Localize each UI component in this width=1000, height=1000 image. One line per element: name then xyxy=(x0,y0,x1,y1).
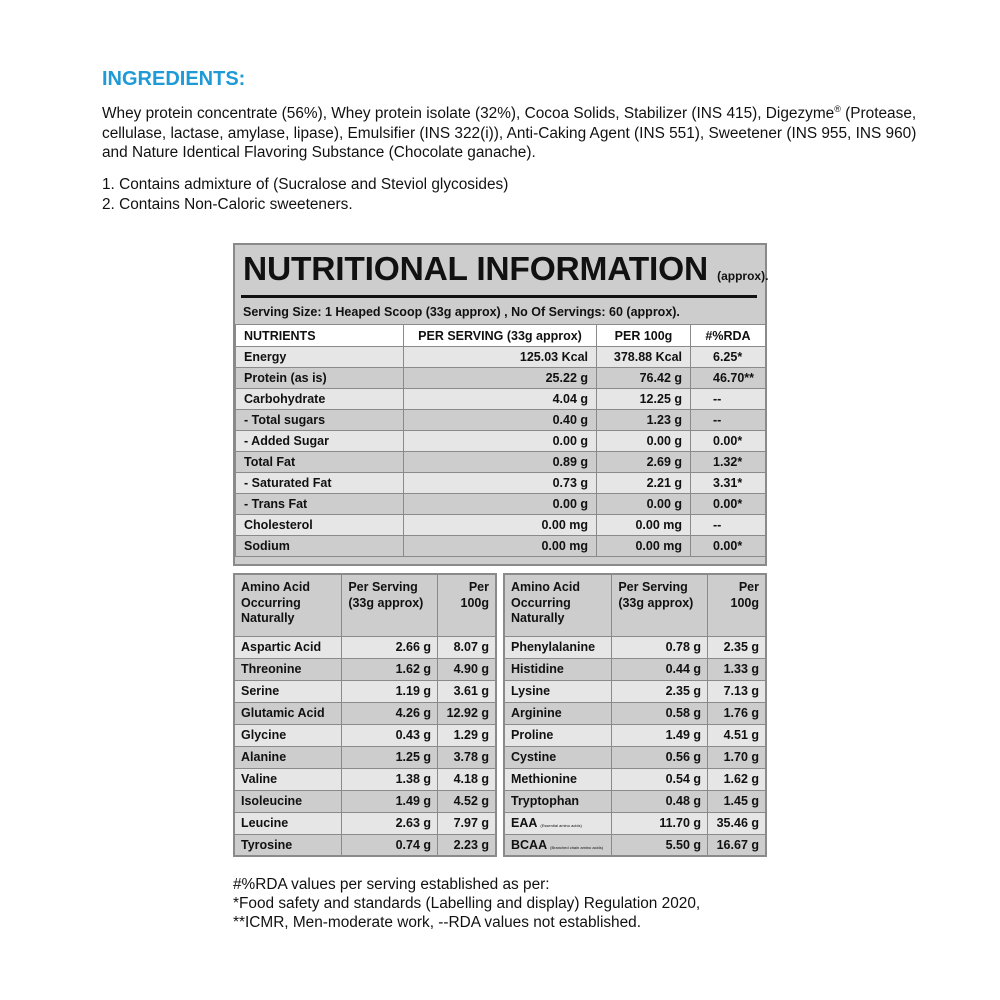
nutrient-row xyxy=(236,368,766,389)
amino-header-row xyxy=(234,574,496,636)
amino-row xyxy=(504,680,766,702)
amino-per-serving: 0.58 g xyxy=(612,702,708,724)
amino-per-serving: 0.54 g xyxy=(612,768,708,790)
nutrient-rda: -- xyxy=(691,515,766,536)
nutrition-table xyxy=(235,324,766,557)
amino-row xyxy=(234,702,496,724)
amino-per-serving: 11.70 g xyxy=(612,812,708,834)
amino-header-serving: Per Serving (33g approx) xyxy=(612,574,708,636)
nutrient-name: - Total sugars xyxy=(236,410,404,431)
ingredients-title: INGREDIENTS: xyxy=(102,68,246,90)
nutrient-per-100g: 1.23 g xyxy=(597,410,691,431)
nutrient-name: - Added Sugar xyxy=(236,431,404,452)
amino-table-right xyxy=(503,573,767,857)
amino-per-serving: 1.49 g xyxy=(612,724,708,746)
amino-row xyxy=(234,812,496,834)
amino-table-left xyxy=(233,573,497,857)
amino-per-serving: 0.78 g xyxy=(612,636,708,658)
nutrient-rda: 3.31* xyxy=(691,473,766,494)
amino-per-100g: 1.33 g xyxy=(708,658,766,680)
nutrient-rda: -- xyxy=(691,410,766,431)
amino-name: Isoleucine xyxy=(234,790,342,812)
amino-per-100g: 1.45 g xyxy=(708,790,766,812)
amino-name: BCAA (Branched chain amino acids) xyxy=(504,834,612,856)
nutrient-per-serving: 25.22 g xyxy=(404,368,597,389)
amino-per-100g: 7.13 g xyxy=(708,680,766,702)
amino-name: Valine xyxy=(234,768,342,790)
amino-row xyxy=(234,834,496,856)
amino-per-100g: 4.18 g xyxy=(438,768,496,790)
amino-per-100g: 1.76 g xyxy=(708,702,766,724)
nutrient-name: Energy xyxy=(236,347,404,368)
amino-header-serving: Per Serving (33g approx) xyxy=(342,574,438,636)
amino-per-100g: 4.52 g xyxy=(438,790,496,812)
amino-name: Cystine xyxy=(504,746,612,768)
amino-name: Methionine xyxy=(504,768,612,790)
nutrient-rda: 1.32* xyxy=(691,452,766,473)
amino-per-100g: 2.23 g xyxy=(438,834,496,856)
amino-name: Phenylalanine xyxy=(504,636,612,658)
amino-per-serving: 0.74 g xyxy=(342,834,438,856)
amino-per-100g: 3.78 g xyxy=(438,746,496,768)
amino-header-name: Amino Acid Occurring Naturally xyxy=(234,574,342,636)
amino-header-row xyxy=(504,574,766,636)
amino-note: (Branched chain amino acids) xyxy=(550,844,604,850)
amino-per-serving: 0.44 g xyxy=(612,658,708,680)
nutrient-per-serving: 0.00 mg xyxy=(404,515,597,536)
ingredients-text: Whey protein concentrate (56%), Whey protein isolate (32%), Cocoa Solids, Stabilizer (INS 415), Digezyme® (Protease, cellulase, lactase, amylase, lipase), Emulsifier (INS 322(i)), Anti-Caking Agent (INS 551), Sweetener (INS 955, INS 960) and Nature Identical Flavoring Substance (Chocolate ganache). xyxy=(102,104,917,162)
nutrition-title: NUTRITIONAL INFORMATION (approx). xyxy=(243,251,769,288)
amino-row xyxy=(504,702,766,724)
amino-header-100g: Per 100g xyxy=(438,574,496,636)
nutrient-name: - Saturated Fat xyxy=(236,473,404,494)
amino-name: EAA (Essential amino acids) xyxy=(504,812,612,834)
amino-header-name: Amino Acid Occurring Naturally xyxy=(504,574,612,636)
amino-row xyxy=(504,790,766,812)
amino-per-100g: 12.92 g xyxy=(438,702,496,724)
amino-per-serving: 2.35 g xyxy=(612,680,708,702)
nutrient-per-serving: 0.00 g xyxy=(404,431,597,452)
nutrient-per-100g: 0.00 mg xyxy=(597,515,691,536)
nutrition-title-suffix: (approx). xyxy=(717,269,769,283)
nutrient-per-100g: 378.88 Kcal xyxy=(597,347,691,368)
header-rda: #%RDA xyxy=(691,325,766,347)
amino-per-100g: 7.97 g xyxy=(438,812,496,834)
nutrient-name: Protein (as is) xyxy=(236,368,404,389)
header-nutrients: NUTRIENTS xyxy=(236,325,404,347)
amino-per-serving: 0.48 g xyxy=(612,790,708,812)
header-per-100g: PER 100g xyxy=(597,325,691,347)
footnote-line: *Food safety and standards (Labelling and display) Regulation 2020, xyxy=(233,895,701,912)
amino-name: Threonine xyxy=(234,658,342,680)
nutrient-rda: 0.00* xyxy=(691,431,766,452)
amino-row xyxy=(504,834,766,856)
amino-per-100g: 1.62 g xyxy=(708,768,766,790)
amino-per-serving: 0.56 g xyxy=(612,746,708,768)
amino-per-serving: 1.49 g xyxy=(342,790,438,812)
registered-mark: ® xyxy=(834,104,841,114)
nutrient-name: - Trans Fat xyxy=(236,494,404,515)
nutrient-rda: 46.70** xyxy=(691,368,766,389)
nutrient-row xyxy=(236,347,766,368)
footnote-line: **ICMR, Men-moderate work, --RDA values not established. xyxy=(233,914,642,931)
note-item: 1. Contains admixture of (Sucralose and Steviol glycosides) xyxy=(102,176,509,193)
nutrient-row xyxy=(236,452,766,473)
amino-per-serving: 1.62 g xyxy=(342,658,438,680)
amino-header-100g: Per 100g xyxy=(708,574,766,636)
nutrient-per-serving: 125.03 Kcal xyxy=(404,347,597,368)
nutrient-row xyxy=(236,515,766,536)
nutrition-header-row xyxy=(236,325,766,347)
nutrient-rda: -- xyxy=(691,389,766,410)
amino-name: Glutamic Acid xyxy=(234,702,342,724)
nutrient-per-100g: 2.21 g xyxy=(597,473,691,494)
amino-per-100g: 16.67 g xyxy=(708,834,766,856)
amino-per-100g: 1.29 g xyxy=(438,724,496,746)
amino-per-serving: 2.63 g xyxy=(342,812,438,834)
amino-row xyxy=(504,724,766,746)
nutrient-rda: 0.00* xyxy=(691,536,766,557)
amino-per-100g: 3.61 g xyxy=(438,680,496,702)
ingredients-notes xyxy=(102,175,508,214)
nutrient-row xyxy=(236,473,766,494)
title-rule xyxy=(241,295,757,298)
nutrient-row xyxy=(236,410,766,431)
nutrient-name: Sodium xyxy=(236,536,404,557)
amino-per-serving: 0.43 g xyxy=(342,724,438,746)
nutrient-rda: 6.25* xyxy=(691,347,766,368)
nutrient-name: Carbohydrate xyxy=(236,389,404,410)
nutrient-per-100g: 76.42 g xyxy=(597,368,691,389)
nutrient-rda: 0.00* xyxy=(691,494,766,515)
amino-row xyxy=(504,636,766,658)
footnote-line: #%RDA values per serving established as per: xyxy=(233,876,550,893)
amino-row xyxy=(234,636,496,658)
nutrient-row xyxy=(236,431,766,452)
nutrient-per-serving: 0.00 mg xyxy=(404,536,597,557)
amino-per-serving: 2.66 g xyxy=(342,636,438,658)
nutrient-per-serving: 4.04 g xyxy=(404,389,597,410)
nutrient-name: Cholesterol xyxy=(236,515,404,536)
amino-row xyxy=(234,746,496,768)
nutrient-per-100g: 0.00 g xyxy=(597,431,691,452)
amino-row xyxy=(234,790,496,812)
amino-name: Lysine xyxy=(504,680,612,702)
amino-row xyxy=(234,680,496,702)
nutrient-per-serving: 0.00 g xyxy=(404,494,597,515)
amino-per-100g: 35.46 g xyxy=(708,812,766,834)
nutrient-per-serving: 0.89 g xyxy=(404,452,597,473)
amino-per-serving: 1.38 g xyxy=(342,768,438,790)
amino-per-100g: 4.90 g xyxy=(438,658,496,680)
amino-name: Tyrosine xyxy=(234,834,342,856)
amino-per-serving: 1.19 g xyxy=(342,680,438,702)
nutrient-row xyxy=(236,389,766,410)
nutrient-row xyxy=(236,494,766,515)
serving-size-line: Serving Size: 1 Heaped Scoop (33g approx) , No Of Servings: 60 (approx). xyxy=(243,305,680,319)
amino-row xyxy=(234,724,496,746)
amino-name: Tryptophan xyxy=(504,790,612,812)
nutrient-per-100g: 2.69 g xyxy=(597,452,691,473)
header-per-serving: PER SERVING (33g approx) xyxy=(404,325,597,347)
amino-name: Arginine xyxy=(504,702,612,724)
nutrient-per-serving: 0.40 g xyxy=(404,410,597,431)
nutrition-panel xyxy=(233,243,767,566)
nutrient-per-100g: 12.25 g xyxy=(597,389,691,410)
rda-footnotes xyxy=(233,875,700,932)
nutrient-row xyxy=(236,536,766,557)
amino-per-serving: 1.25 g xyxy=(342,746,438,768)
amino-note: (Essential amino acids) xyxy=(540,823,582,828)
amino-per-100g: 2.35 g xyxy=(708,636,766,658)
amino-name: Histidine xyxy=(504,658,612,680)
nutrient-per-serving: 0.73 g xyxy=(404,473,597,494)
amino-name: Proline xyxy=(504,724,612,746)
amino-row xyxy=(504,812,766,834)
nutrient-per-100g: 0.00 g xyxy=(597,494,691,515)
amino-row xyxy=(504,768,766,790)
amino-row xyxy=(234,658,496,680)
amino-row xyxy=(504,658,766,680)
amino-per-100g: 8.07 g xyxy=(438,636,496,658)
amino-name: Aspartic Acid xyxy=(234,636,342,658)
amino-row xyxy=(234,768,496,790)
amino-name: Glycine xyxy=(234,724,342,746)
amino-name: Serine xyxy=(234,680,342,702)
amino-name: Leucine xyxy=(234,812,342,834)
amino-per-100g: 4.51 g xyxy=(708,724,766,746)
amino-per-serving: 4.26 g xyxy=(342,702,438,724)
nutrient-name: Total Fat xyxy=(236,452,404,473)
amino-per-serving: 5.50 g xyxy=(612,834,708,856)
note-item: 2. Contains Non-Caloric sweeteners. xyxy=(102,195,353,213)
nutrient-per-100g: 0.00 mg xyxy=(597,536,691,557)
amino-row xyxy=(504,746,766,768)
amino-name: Alanine xyxy=(234,746,342,768)
amino-per-100g: 1.70 g xyxy=(708,746,766,768)
